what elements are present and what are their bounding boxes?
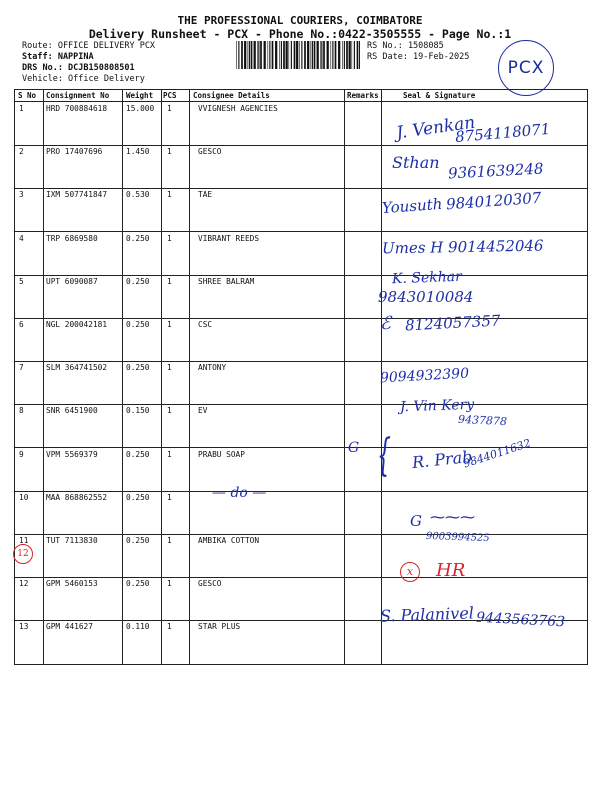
cell-weight: 0.150: [126, 406, 150, 416]
cell-weight: 0.250: [126, 233, 150, 243]
phone-9: 9844011632: [461, 436, 533, 471]
cell-pcs: 1: [167, 276, 172, 286]
cell-consignment: TUT 7113830: [46, 536, 98, 545]
cell-weight: 0.530: [126, 190, 150, 200]
col-consignee: Consignee Details: [193, 91, 270, 100]
rs-number: RS No.: 1508085: [367, 41, 444, 51]
table-row: [15, 491, 587, 535]
phone-6: 8124057357: [404, 311, 501, 335]
phone-11: 9003994525: [425, 530, 490, 545]
cell-sno: 8: [19, 406, 24, 416]
cell-sno: 6: [19, 320, 24, 329]
cell-consignment: VPM 5569379: [46, 449, 98, 459]
row-12-circle: 12: [13, 544, 33, 564]
cell-sno: 11: [19, 536, 29, 545]
cell-sno: 2: [19, 147, 24, 157]
col-pcs: PCS: [163, 91, 177, 100]
cell-pcs: 1: [167, 190, 172, 200]
cell-weight: 0.110: [126, 622, 150, 632]
cell-consignment: UPT 6090087: [46, 276, 98, 286]
cell-pcs: 1: [167, 406, 172, 416]
signature-11: G: [410, 512, 422, 530]
cell-consignment: GPM 5460153: [46, 579, 98, 589]
staff: Staff: NAPPINA: [22, 52, 94, 62]
table-row: [15, 318, 587, 362]
table-row: [15, 534, 587, 578]
remark-12: HR: [436, 560, 466, 581]
cell-pcs: 1: [167, 449, 172, 459]
cell-weight: 0.250: [126, 363, 150, 373]
table-header: [15, 90, 587, 102]
signature-9: R. Prab: [411, 446, 474, 473]
phone-8: 9437878: [457, 412, 508, 429]
cell-sno: 10: [19, 492, 29, 502]
signature-13: S. Palanivel: [379, 603, 475, 626]
signature-3: Yousuth: [381, 194, 443, 218]
cell-consignee: GESCO: [198, 579, 222, 589]
rs-info: [367, 41, 469, 63]
cell-consignment: NGL 200042181: [46, 320, 108, 329]
signature-5: K. Sekhar: [391, 268, 463, 288]
cell-consignment: MAA 868862552: [46, 492, 108, 502]
cell-pcs: 1: [167, 147, 172, 157]
cell-weight: 1.450: [126, 147, 150, 157]
signature-11-stroke: ⁓⁓⁓: [430, 508, 475, 526]
cell-consignee: SHREE BALRAM: [198, 276, 255, 286]
remark-9: G: [348, 440, 360, 456]
barcode: [236, 41, 360, 69]
pcx-stamp: PCX: [498, 40, 554, 96]
cell-sno: 5: [19, 276, 24, 286]
cell-consignment: HRD 700884618: [46, 104, 108, 113]
cell-consignee: EV: [198, 406, 208, 416]
route-info: [22, 41, 155, 85]
signature-6-mark: ℰ: [380, 313, 391, 334]
cell-pcs: 1: [167, 579, 172, 589]
cell-weight: 15.000: [126, 104, 155, 113]
cell-sno: 12: [19, 579, 29, 589]
cell-pcs: 1: [167, 492, 172, 502]
cell-sno: 13: [19, 622, 29, 632]
cell-weight: 0.250: [126, 449, 150, 459]
cell-pcs: 1: [167, 622, 172, 632]
cell-sno: 1: [19, 104, 24, 113]
company-name: THE PROFESSIONAL COURIERS, COIMBATORE: [177, 14, 423, 27]
cell-pcs: 1: [167, 320, 172, 329]
cell-consignee: TAE: [198, 190, 213, 200]
cell-consignee: ANTONY: [198, 363, 227, 373]
phone-7: 9094932390: [379, 365, 470, 387]
phone-3: 9840120307: [445, 188, 542, 214]
col-weight: Weight: [126, 91, 154, 100]
cell-pcs: 1: [167, 233, 172, 243]
table-row: [15, 361, 587, 405]
cell-weight: 0.250: [126, 276, 150, 286]
cell-consignee: VIBRANT REEDS: [198, 233, 260, 243]
cell-consignment: PRO 17407696: [46, 147, 103, 157]
col-consignment: Consignment No: [46, 91, 110, 100]
cell-weight: 0.250: [126, 320, 150, 329]
ditto-10: — do —: [212, 485, 267, 501]
cell-sno: 9: [19, 449, 24, 459]
cell-consignee: AMBIKA COTTON: [198, 536, 260, 545]
runsheet-title: Delivery Runsheet - PCX - Phone No.:0422-3505555 - Page No.:1: [88, 27, 512, 41]
rs-date: RS Date: 19-Feb-2025: [367, 52, 470, 62]
cell-sno: 3: [19, 190, 24, 200]
cell-weight: 0.250: [126, 492, 150, 502]
route: Route: OFFICE DELIVERY PCX: [22, 41, 156, 51]
cell-consignee: PRABU SOAP: [198, 449, 245, 459]
cell-consignment: TRP 6869580: [46, 233, 98, 243]
col-remarks: Remarks: [347, 91, 379, 100]
cell-pcs: 1: [167, 104, 172, 113]
cell-weight: 0.250: [126, 579, 150, 589]
signature-1: J. Venkan: [394, 112, 477, 144]
cell-sno: 7: [19, 363, 24, 373]
brace-9-10: {: [377, 430, 391, 481]
phone-13: 9443563763: [475, 609, 566, 631]
signature-2: Sthan: [392, 153, 440, 172]
vehicle: Vehicle: Office Delivery: [22, 74, 145, 84]
cell-pcs: 1: [167, 363, 172, 373]
cell-pcs: 1: [167, 536, 172, 545]
signature-8: J. Vin Kery: [399, 396, 475, 416]
table-row: [15, 275, 587, 319]
cell-consignee: VVIGNESH AGENCIES: [198, 104, 278, 113]
col-signature: Seal & Signature: [403, 91, 476, 100]
phone-5: 9843010084: [378, 288, 474, 306]
cell-consignment: IXM 507741847: [46, 190, 108, 200]
drs-number: DRS No.: DCJB150808501: [22, 63, 135, 73]
cell-consignee: CSC: [198, 320, 213, 329]
signature-4: Umes H 9014452046: [381, 236, 544, 258]
cell-consignee: GESCO: [198, 147, 222, 157]
cell-sno: 4: [19, 233, 24, 243]
cell-weight: 0.250: [126, 536, 150, 545]
cell-consignment: SLM 364741502: [46, 363, 108, 373]
col-sno: S No: [18, 91, 37, 100]
phone-1: 8754118071: [454, 119, 552, 147]
cell-consignment: GPM 441627: [46, 622, 93, 632]
remark-12-x: x: [400, 562, 420, 582]
cell-consignee: STAR PLUS: [198, 622, 241, 632]
phone-2: 9361639248: [447, 159, 544, 183]
cell-consignment: SNR 6451900: [46, 406, 98, 416]
